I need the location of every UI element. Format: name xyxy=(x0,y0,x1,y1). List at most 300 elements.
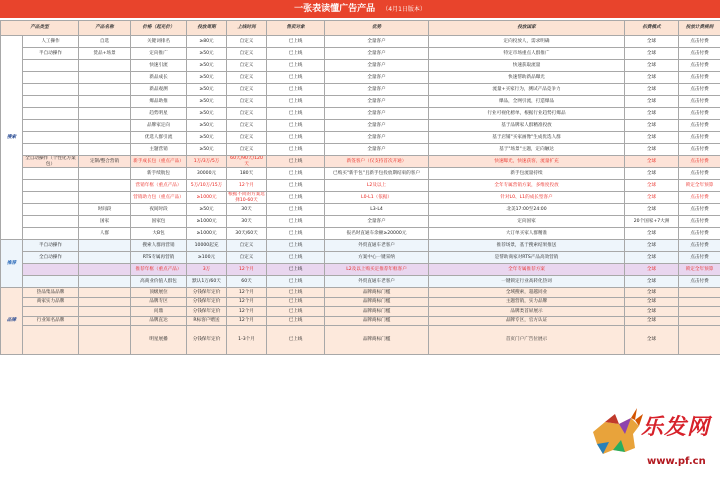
period: 自定义 xyxy=(227,72,267,84)
launch-status: 已上线 xyxy=(267,84,325,96)
table-row xyxy=(1,276,720,288)
billing-mode xyxy=(679,326,720,355)
period: 自定义 xyxy=(227,84,267,96)
product-name: 新手成长包（重点产品） xyxy=(131,156,187,168)
advantage: 推荐场景，基于搜索结果推送 xyxy=(429,240,625,252)
targeting-type xyxy=(79,192,131,204)
price: 分钱保年定价 xyxy=(187,288,227,298)
audience: 全量客户 xyxy=(325,84,429,96)
table-row xyxy=(1,84,720,96)
table-row xyxy=(1,228,720,240)
page-subtitle: （4月1日版本） xyxy=(382,6,426,13)
product-name: 明星展播 xyxy=(131,326,187,355)
billing-mode xyxy=(679,316,720,326)
targeting-type xyxy=(79,307,131,317)
audience: 全量客户 xyxy=(325,60,429,72)
targeting-type xyxy=(79,132,131,144)
price: ≥1000元 xyxy=(187,228,227,240)
targeting-type xyxy=(79,264,131,276)
column-header: 优势 xyxy=(325,21,429,36)
advantage: 主题营销，实力品牌 xyxy=(429,297,625,307)
bull-icon xyxy=(585,404,645,464)
period: 12个月 xyxy=(227,297,267,307)
column-header: 投放计费规则 xyxy=(679,21,720,36)
audience: 已购买"新手包"且新手包投放期结束的客户 xyxy=(325,168,429,180)
billing-mode: 点击付费 xyxy=(679,36,720,48)
table-row xyxy=(1,36,720,48)
targeting-type xyxy=(79,297,131,307)
column-header: 价格（起充价） xyxy=(131,21,187,36)
billing-mode: 点击付费 xyxy=(679,120,720,132)
country: 全球 xyxy=(625,228,679,240)
advantage: 快速曝光，快速获客，流量扩充 xyxy=(429,156,625,168)
ad-products-table xyxy=(0,20,720,355)
targeting-type xyxy=(79,252,131,264)
advantage: 新手包流量持续 xyxy=(429,168,625,180)
operation-type xyxy=(23,276,79,288)
advantage: 全域搜索，超越同业 xyxy=(429,288,625,298)
column-header: 扣费模式 xyxy=(625,21,679,36)
launch-status: 已上线 xyxy=(267,156,325,168)
audience: 全量客户 xyxy=(325,216,429,228)
launch-status: 已上线 xyxy=(267,180,325,192)
product-name: 品牌专区 xyxy=(131,297,187,307)
operation-type xyxy=(23,326,79,355)
table-row xyxy=(1,297,720,307)
advantage: 大订单买家人群精准 xyxy=(429,228,625,240)
product-name: 爆品助推 xyxy=(131,96,187,108)
launch-status: 已上线 xyxy=(267,240,325,252)
launch-status: 已上线 xyxy=(267,252,325,264)
table-row xyxy=(1,216,720,228)
targeting-type xyxy=(79,326,131,355)
advantage: 基于品牌家人群精准投放 xyxy=(429,120,625,132)
price: 10000起充 xyxy=(187,240,227,252)
price: 3万 xyxy=(187,264,227,276)
audience: 品牌商标门槛 xyxy=(325,316,429,326)
audience: 品牌商标门槛 xyxy=(325,297,429,307)
billing-mode: 点击付费 xyxy=(679,72,720,84)
audience: L0-L1（依据） xyxy=(325,192,429,204)
country: 全球 xyxy=(625,96,679,108)
period: 自定义 xyxy=(227,120,267,132)
column-header: 上线时间 xyxy=(227,21,267,36)
billing-mode: 点击付费 xyxy=(679,216,720,228)
product-name: 国家包 xyxy=(131,216,187,228)
advantage: 针对L0、L1的成长型客户 xyxy=(429,192,625,204)
advantage: 全年专属推荐方案 xyxy=(429,264,625,276)
period: 自定义 xyxy=(227,144,267,156)
product-name: RTS专属再营销 xyxy=(131,252,187,264)
table-row xyxy=(1,48,720,60)
audience: 品牌商标门槛 xyxy=(325,326,429,355)
table-row xyxy=(1,288,720,298)
table-row xyxy=(1,307,720,317)
table-row xyxy=(1,120,720,132)
table-row xyxy=(1,316,720,326)
targeting-type xyxy=(79,288,131,298)
billing-mode: 点击付费 xyxy=(679,108,720,120)
price: R标客户赠送 xyxy=(187,316,227,326)
advantage: 基于"场景"主题，定向触达 xyxy=(429,144,625,156)
operation-type: 全自动操作 xyxy=(23,252,79,264)
country: 全球 xyxy=(625,264,679,276)
price: ≥50元 xyxy=(187,132,227,144)
section-label: 搜索 xyxy=(1,36,23,240)
watermark-url: www.pf.cn xyxy=(647,456,706,467)
operation-type: 热品集品品牌 xyxy=(23,288,79,298)
table-row xyxy=(1,168,720,180)
product-name: 问鼎 xyxy=(131,307,187,317)
country: 全球 xyxy=(625,297,679,307)
table-row xyxy=(1,156,720,168)
column-header: 投放国家 xyxy=(429,21,625,36)
targeting-type: 时间段 xyxy=(79,204,131,216)
targeting-type xyxy=(79,72,131,84)
country: 20个国家+7大洲 xyxy=(625,216,679,228)
audience: 外贸直通车老客户 xyxy=(325,240,429,252)
billing-mode: 点击付费 xyxy=(679,276,720,288)
section-label: 品牌 xyxy=(1,288,23,355)
price: 分钱保年定价 xyxy=(187,307,227,317)
billing-mode: 点击付费 xyxy=(679,48,720,60)
billing-mode: 点击付费 xyxy=(679,84,720,96)
watermark-logo xyxy=(585,404,717,478)
audience: 新签客户（仅支持首次开通） xyxy=(325,156,429,168)
period: 12个月 xyxy=(227,307,267,317)
price: 1万/3万/5万 xyxy=(187,156,227,168)
product-name: 定向推广 xyxy=(131,48,187,60)
audience: 全量客户 xyxy=(325,144,429,156)
price: ≥50元 xyxy=(187,96,227,108)
billing-mode: 点击付费 xyxy=(679,252,720,264)
audience: 全量客户 xyxy=(325,132,429,144)
operation-type: 半自动操作 xyxy=(23,240,79,252)
period: 自定义 xyxy=(227,252,267,264)
period: 自定义 xyxy=(227,240,267,252)
billing-mode: 点击付费 xyxy=(679,168,720,180)
operation-type xyxy=(23,144,79,156)
launch-status: 已上线 xyxy=(267,297,325,307)
operation-type xyxy=(23,168,79,180)
advantage: 定向国家 xyxy=(429,216,625,228)
table-row xyxy=(1,144,720,156)
period: 180天 xyxy=(227,168,267,180)
operation-type xyxy=(23,264,79,276)
launch-status: 已上线 xyxy=(267,326,325,355)
operation-type xyxy=(23,96,79,108)
operation-type xyxy=(23,108,79,120)
period: 自定义 xyxy=(227,96,267,108)
country: 全球 xyxy=(625,192,679,204)
country: 全球 xyxy=(625,84,679,96)
advantage: 基于店铺"买家画像"生成优选人群 xyxy=(429,132,625,144)
country: 全球 xyxy=(625,204,679,216)
operation-type xyxy=(23,60,79,72)
price: ≥80元 xyxy=(187,36,227,48)
launch-status: 已上线 xyxy=(267,36,325,48)
audience: 品牌商标门槛 xyxy=(325,288,429,298)
operation-type xyxy=(23,84,79,96)
billing-mode: 锁定全年预算 xyxy=(679,264,720,276)
country: 全球 xyxy=(625,288,679,298)
country: 全球 xyxy=(625,72,679,84)
page-title-banner xyxy=(0,0,720,18)
price: ≥50元 xyxy=(187,144,227,156)
period: 60天 xyxy=(227,276,267,288)
advantage: 是帮助商家对RTS产品高效营销 xyxy=(429,252,625,264)
price: ≥1000元 xyxy=(187,192,227,204)
audience: L2及以上 xyxy=(325,180,429,192)
column-header: 产品名称 xyxy=(79,21,131,36)
country: 全球 xyxy=(625,36,679,48)
price: 分钱保年定价 xyxy=(187,326,227,355)
product-name: 高商业价值人群包 xyxy=(131,276,187,288)
watermark-brand: 乐发网 xyxy=(641,414,711,440)
launch-status: 已上线 xyxy=(267,120,325,132)
product-name: 品牌直达 xyxy=(131,316,187,326)
billing-mode xyxy=(679,288,720,298)
launch-status: 已上线 xyxy=(267,288,325,298)
advantage: 流量+买家行为，测试产品竞争力 xyxy=(429,84,625,96)
targeting-type xyxy=(79,180,131,192)
launch-status: 已上线 xyxy=(267,204,325,216)
operation-type: 商家实力品牌 xyxy=(23,297,79,307)
operation-type: 全自动操作（个性化方案包） xyxy=(23,156,79,168)
table-row xyxy=(1,180,720,192)
period: 自定义 xyxy=(227,60,267,72)
product-name: 搜索人群再营销 xyxy=(131,240,187,252)
period: 自定义 xyxy=(227,108,267,120)
product-name: 优选人群引流 xyxy=(131,132,187,144)
launch-status: 已上线 xyxy=(267,192,325,204)
launch-status: 已上线 xyxy=(267,108,325,120)
launch-status: 已上线 xyxy=(267,264,325,276)
country: 全球 xyxy=(625,144,679,156)
operation-type xyxy=(23,180,79,192)
product-name: 营销助力包（重点产品） xyxy=(131,192,187,204)
page-title: 一张表读懂广告产品 xyxy=(294,4,376,14)
table-row xyxy=(1,108,720,120)
period: 根据不同的方案选择10-60天 xyxy=(228,192,265,203)
targeting-type xyxy=(79,144,131,156)
table-row xyxy=(1,132,720,144)
table-row xyxy=(1,252,720,264)
targeting-type xyxy=(79,240,131,252)
table-row xyxy=(1,264,720,276)
advantage: 快速帮助新品曝光 xyxy=(429,72,625,84)
operation-type xyxy=(23,72,79,84)
price: ≥100元 xyxy=(187,252,227,264)
product-name: 新品成长 xyxy=(131,72,187,84)
advantage: 行业可视化榜单，根据行业趋势打爆品 xyxy=(429,108,625,120)
period: 12个月 xyxy=(227,316,267,326)
period: 自定义 xyxy=(227,48,267,60)
country: 全球 xyxy=(625,307,679,317)
launch-status: 已上线 xyxy=(267,132,325,144)
targeting-type xyxy=(79,276,131,288)
period: 12个月 xyxy=(227,288,267,298)
price: 默认1万/60天 xyxy=(187,276,227,288)
period: 自定义 xyxy=(227,132,267,144)
product-name: 推荐年框（重点产品） xyxy=(131,264,187,276)
table-row xyxy=(1,192,720,204)
operation-type xyxy=(23,120,79,132)
table-row xyxy=(1,60,720,72)
period: 30天/60天 xyxy=(227,228,267,240)
product-name: 新手续航包 xyxy=(131,168,187,180)
advantage: 特定市场重点人群推广 xyxy=(429,48,625,60)
price: ≥50元 xyxy=(187,204,227,216)
country: 全球 xyxy=(625,276,679,288)
price: ≥1000元 xyxy=(187,216,227,228)
launch-status: 已上线 xyxy=(267,307,325,317)
launch-status: 已上线 xyxy=(267,72,325,84)
period: 30天 xyxy=(227,216,267,228)
country: 全球 xyxy=(625,156,679,168)
advantage: 全年专属营销方案，多维度投放 xyxy=(429,180,625,192)
targeting-type xyxy=(79,120,131,132)
operation-type: 半自动操作 xyxy=(23,48,79,60)
launch-status: 已上线 xyxy=(267,216,325,228)
advantage: 定向投放人，需求明确 xyxy=(429,36,625,48)
billing-mode: 点击付费 xyxy=(679,96,720,108)
operation-type xyxy=(23,307,79,317)
launch-status: 已上线 xyxy=(267,316,325,326)
price: ≥50元 xyxy=(187,48,227,60)
billing-mode: 点击付费 xyxy=(679,192,720,204)
product-name: 新品观测 xyxy=(131,84,187,96)
advantage: 快速获取流量 xyxy=(429,60,625,72)
period: 30天 xyxy=(227,204,267,216)
period: 12个月 xyxy=(227,180,267,192)
price: ≥50元 xyxy=(187,120,227,132)
product-name: 主题营销 xyxy=(131,144,187,156)
operation-type: 人工操作 xyxy=(23,36,79,48)
targeting-type xyxy=(79,60,131,72)
period: 60天/90天/120天 xyxy=(227,156,267,168)
advantage: 品牌专区，官方认证 xyxy=(429,316,625,326)
audience: 全量客户 xyxy=(325,48,429,60)
column-header: 投放周期 xyxy=(187,21,227,36)
launch-status: 已上线 xyxy=(267,96,325,108)
operation-type xyxy=(23,132,79,144)
targeting-type xyxy=(79,84,131,96)
billing-mode: 点击付费 xyxy=(679,228,720,240)
audience: L2及以上购买定推荐年框客户 xyxy=(325,264,429,276)
targeting-type: 自选 xyxy=(79,36,131,48)
advantage: 北美17:00至24:00 xyxy=(429,204,625,216)
product-name: 快速引流 xyxy=(131,60,187,72)
table-row xyxy=(1,240,720,252)
country: 全球 xyxy=(625,240,679,252)
launch-status: 已上线 xyxy=(267,168,325,180)
billing-mode: 点击付费 xyxy=(679,204,720,216)
audience: 外贸直通车老客户 xyxy=(325,276,429,288)
country: 全球 xyxy=(625,316,679,326)
billing-mode: 点击付费 xyxy=(679,60,720,72)
audience: 全量客户 xyxy=(325,108,429,120)
price: 5万/10万/15万 xyxy=(187,180,227,192)
country: 全球 xyxy=(625,108,679,120)
audience: 方案中心一键采纳 xyxy=(325,252,429,264)
billing-mode: 锁定全年预算 xyxy=(679,180,720,192)
table-header-row xyxy=(1,21,720,36)
table-row xyxy=(1,72,720,84)
audience: 报名时直通车余额≥20000元 xyxy=(325,228,429,240)
product-name: 营销年框（重点产品） xyxy=(131,180,187,192)
targeting-type: 定制/整合营销 xyxy=(79,156,131,168)
period: 12个月 xyxy=(227,264,267,276)
period: 自定义 xyxy=(227,36,267,48)
product-name: 趋势明星 xyxy=(131,108,187,120)
billing-mode xyxy=(679,307,720,317)
operation-type: 行业知名品牌 xyxy=(23,316,79,326)
country: 全球 xyxy=(625,180,679,192)
table-row xyxy=(1,96,720,108)
targeting-type xyxy=(79,168,131,180)
country: 全球 xyxy=(625,252,679,264)
audience: 全量客户 xyxy=(325,36,429,48)
product-name: 品牌家定向 xyxy=(131,120,187,132)
targeting-type: 人群 xyxy=(79,228,131,240)
period: 1-3个月 xyxy=(227,326,267,355)
product-name: 顶级展位 xyxy=(131,288,187,298)
product-name: 夜间时段 xyxy=(131,204,187,216)
launch-status: 已上线 xyxy=(267,276,325,288)
country: 全球 xyxy=(625,168,679,180)
launch-status: 已上线 xyxy=(267,60,325,72)
section-label: 推荐 xyxy=(1,240,23,288)
country: 全球 xyxy=(625,48,679,60)
advantage: 首页门户广告位展示 xyxy=(429,326,625,355)
table-row xyxy=(1,326,720,355)
table-row xyxy=(1,204,720,216)
price: 分钱保年定价 xyxy=(187,297,227,307)
operation-type xyxy=(23,216,79,228)
audience: L3-L4 xyxy=(325,204,429,216)
billing-mode xyxy=(679,297,720,307)
advantage: 爆品，全网引流，打造爆品 xyxy=(429,96,625,108)
targeting-type xyxy=(79,108,131,120)
country: 全球 xyxy=(625,120,679,132)
price: ≥50元 xyxy=(187,72,227,84)
operation-type xyxy=(23,228,79,240)
targeting-type: 货品+场景 xyxy=(79,48,131,60)
launch-status: 已上线 xyxy=(267,144,325,156)
column-header: 产品类型 xyxy=(1,21,79,36)
price: ≥50元 xyxy=(187,60,227,72)
advantage: 品牌类首屏展示 xyxy=(429,307,625,317)
country: 全球 xyxy=(625,326,679,355)
launch-status: 已上线 xyxy=(267,228,325,240)
billing-mode: 点击付费 xyxy=(679,132,720,144)
price: ≥50元 xyxy=(187,108,227,120)
price: 30000元 xyxy=(187,168,227,180)
country: 全球 xyxy=(625,132,679,144)
operation-type xyxy=(23,204,79,216)
audience: 全量客户 xyxy=(325,96,429,108)
billing-mode: 点击付费 xyxy=(679,156,720,168)
operation-type xyxy=(23,192,79,204)
column-header: 售卖对象 xyxy=(267,21,325,36)
price: ≥50元 xyxy=(187,84,227,96)
billing-mode: 点击付费 xyxy=(679,144,720,156)
advantage: 一键锁定行业高转化热词 xyxy=(429,276,625,288)
product-name: 大B包 xyxy=(131,228,187,240)
audience: 全量客户 xyxy=(325,72,429,84)
targeting-type: 国家 xyxy=(79,216,131,228)
